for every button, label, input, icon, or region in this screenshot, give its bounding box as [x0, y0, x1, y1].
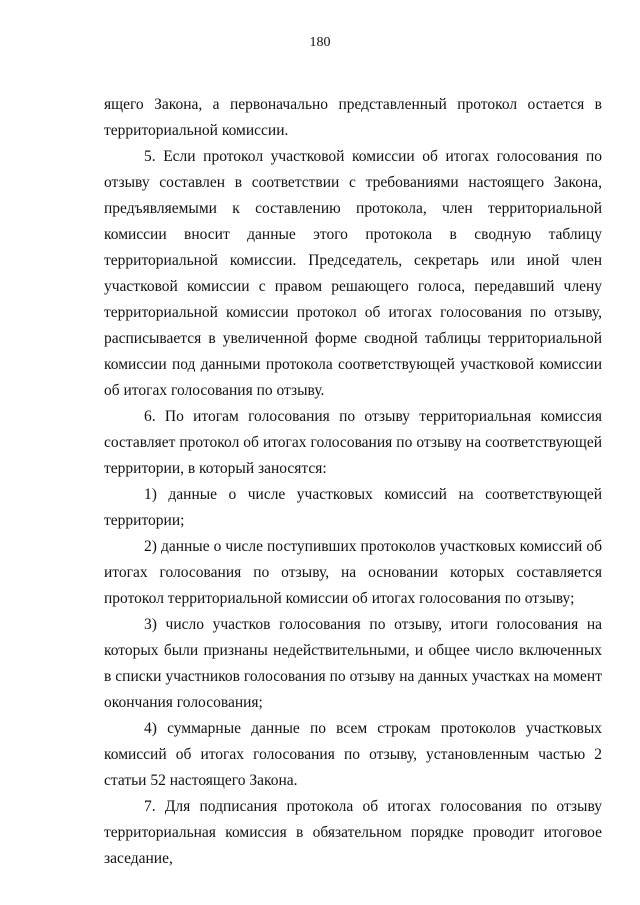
list-item-4: 4) суммарные данные по всем строкам протоколов участковых комиссий об итогах голосования по отзыву, установленным частью 2 статьи 52 настоящего Закона. [104, 720, 602, 789]
list-item-1: 1) данные о числе участковых комиссий на соответствующей территории; [104, 486, 602, 529]
list-item-2: 2) данные о числе поступивших протоколов участковых комиссий об итогах голосования по отзыву, на основании которых составляется протокол территориальной комиссии об итогах голосования по отзыву; [104, 538, 602, 607]
document-body [104, 92, 602, 872]
paragraph-item-5: 5. Если протокол участковой комиссии об итогах голосования по отзыву составлен в соответствии с требованиями настоящего Закона, предъявляемыми к составлению протокола, член территориальной комиссии вносит данные этого протокола в сводную таблицу территориальной комиссии. Председатель, секретарь или иной член участковой комиссии с правом решающего голоса, передавший члену территориальной комиссии протокол об итогах голосования по отзыву, расписывается в увеличенной форме сводной таблицы территориальной комиссии под данными протокола соответствующей участковой комиссии об итогах голосования по отзыву. [104, 148, 602, 399]
page-number: 180 [309, 35, 331, 50]
paragraph-item-6: 6. По итогам голосования по отзыву территориальная комиссия составляет протокол об итогах голосования по отзыву на соответствующей территории, в который заносятся: [104, 408, 602, 477]
paragraph-item-7: 7. Для подписания протокола об итогах голосования по отзыву территориальная комиссия в обязательном порядке проводит итоговое заседание, [104, 798, 602, 867]
paragraph-continuation: ящего Закона, а первоначально представленный протокол остается в территориальной комиссии. [104, 96, 602, 139]
list-item-3: 3) число участков голосования по отзыву, итоги голосования на которых были признаны недействительными, и общее число включенных в списки участников голосования по отзыву на данных участках на момент окончания голосования; [104, 616, 602, 711]
